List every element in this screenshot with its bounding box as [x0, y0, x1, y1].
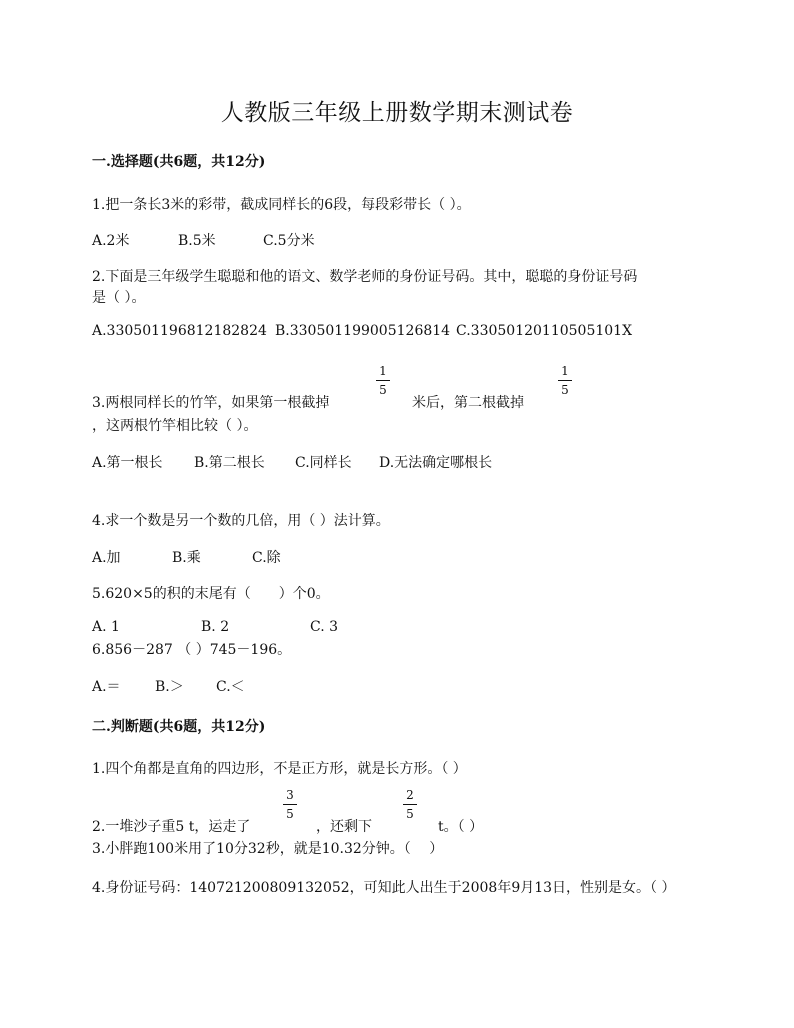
judgement-2-part3: t。（ ）	[438, 819, 484, 835]
q3-fraction-2	[557, 364, 573, 397]
q3-fraction-2-denominator: 5	[561, 383, 569, 397]
judgement-3-text: 3.小胖跑100米用了10分32秒，就是10.32分钟。（ ）	[92, 841, 444, 857]
judgement-2-part2: ，还剩下	[316, 819, 372, 835]
j2-fraction-2	[402, 788, 418, 821]
q1-option-a: A.2米	[92, 233, 130, 249]
j2-fraction-2-numerator: 2	[406, 788, 414, 802]
q4-option-a: A.加	[92, 550, 121, 566]
j2-fraction-1-denominator: 5	[286, 807, 294, 821]
question-6-text: 6.856－287 （ ）745－196。	[92, 642, 292, 658]
j2-fraction-2-denominator: 5	[406, 807, 414, 821]
section-heading-judgement: 二.判断题(共6题，共12分)	[92, 719, 266, 735]
q6-option-c: C.＜	[216, 679, 245, 695]
q5-option-c: C. 3	[310, 619, 339, 635]
q5-option-b: B. 2	[201, 619, 230, 635]
judgement-4-text: 4.身份证号码：140721200809132052，可知此人出生于2008年9月13日，性别是女。（ ）	[92, 880, 676, 896]
question-4-text: 4.求一个数是另一个数的几倍，用（ ）法计算。	[92, 513, 390, 529]
judgement-1-text: 1.四个角都是直角的四边形，不是正方形，就是长方形。（ ）	[92, 761, 467, 777]
q3-fraction-1	[375, 364, 391, 397]
question-3-part1: 3.两根同样长的竹竿，如果第一根截掉	[92, 395, 330, 411]
q3-option-d: D.无法确定哪根长	[379, 455, 493, 471]
q2-option-a: A.330501196812182824	[92, 323, 267, 339]
q5-option-a: A. 1	[92, 619, 120, 635]
question-2-line1: 2.下面是三年级学生聪聪和他的语文、数学老师的身份证号码。其中，聪聪的身份证号码	[92, 269, 638, 285]
q2-option-b: B.330501199005126814	[275, 323, 451, 339]
section-heading-choice: 一.选择题(共6题，共12分)	[92, 154, 266, 170]
q4-option-b: B.乘	[172, 550, 201, 566]
question-3-line2: ，这两根竹竿相比较（ ）。	[92, 418, 258, 434]
j2-fraction-1	[282, 788, 298, 821]
q1-option-c: C.5分米	[263, 233, 315, 249]
q6-option-a: A.＝	[92, 679, 121, 695]
fraction-bar	[558, 380, 572, 381]
fraction-bar	[283, 804, 297, 805]
q3-option-c: C.同样长	[295, 455, 352, 471]
fraction-bar	[403, 804, 417, 805]
q3-fraction-1-numerator: 1	[379, 364, 387, 378]
q3-option-a: A.第一根长	[92, 455, 163, 471]
fraction-bar	[376, 380, 390, 381]
q3-fraction-2-numerator: 1	[561, 364, 569, 378]
judgement-2-part1: 2.一堆沙子重5 t，运走了	[92, 819, 251, 835]
q3-fraction-1-denominator: 5	[379, 383, 387, 397]
question-1-text: 1.把一条长3米的彩带，截成同样长的6段，每段彩带长（ ）。	[92, 197, 471, 213]
page-title: 人教版三年级上册数学期末测试卷	[220, 100, 574, 126]
q3-option-b: B.第二根长	[194, 455, 265, 471]
question-5-text: 5.620×5的积的末尾有（ ）个0。	[92, 586, 330, 602]
q1-option-b: B.5米	[178, 233, 216, 249]
q4-option-c: C.除	[252, 550, 281, 566]
q2-option-c: C.33050120110505101X	[456, 323, 633, 339]
j2-fraction-1-numerator: 3	[286, 788, 294, 802]
question-3-part2: 米后，第二根截掉	[412, 395, 524, 411]
q6-option-b: B.＞	[155, 679, 184, 695]
question-2-line2: 是（ ）。	[92, 290, 146, 306]
